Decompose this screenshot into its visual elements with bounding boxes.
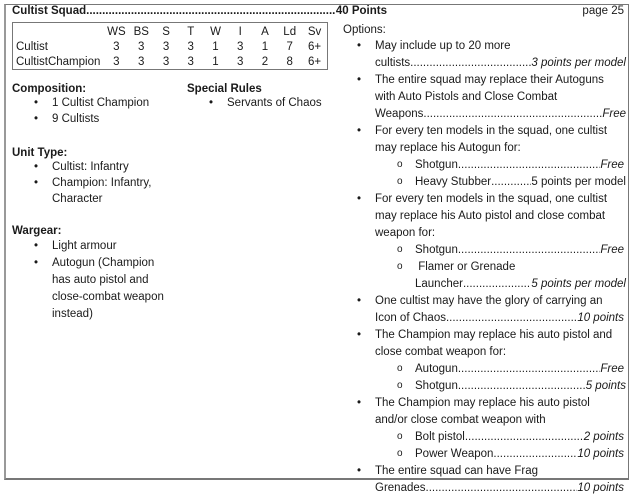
stats-header-cell: T	[187, 25, 195, 38]
stats-cell: 2	[261, 55, 269, 68]
stats-cell: 3	[187, 55, 194, 68]
stats-header-cell: Ld	[283, 25, 297, 38]
stats-header-row	[16, 24, 327, 39]
stats-cell: CultistChampion	[16, 55, 101, 68]
sub-option-item	[343, 174, 626, 191]
dot-leader	[458, 157, 600, 174]
option-cost: Free	[600, 363, 624, 375]
option-text: • The Champion may replace his auto pistol and	[375, 329, 613, 341]
option-item	[343, 123, 626, 157]
option-text: may replace his Auto pistol and close combat	[375, 210, 606, 222]
wargear-section	[12, 225, 192, 323]
stats-cell: 8	[286, 55, 293, 68]
unit-type-item	[12, 175, 182, 207]
unit-title-line	[12, 5, 387, 17]
option-text: • For every ten models in the squad, one cultist	[375, 125, 608, 137]
sub-option-item	[343, 378, 626, 395]
composition-item: • 1 Cultist Champion	[12, 95, 182, 111]
option-text: • May include up to 20 more	[375, 40, 511, 52]
stats-cell: 3	[237, 55, 244, 68]
option-item	[343, 72, 626, 123]
stats-cell: 3	[138, 55, 145, 68]
option-text: close combat weapon for:	[375, 346, 507, 358]
stats-header-cell: WS	[107, 25, 126, 38]
option-text: weapon for:	[375, 227, 436, 239]
option-item	[343, 38, 626, 72]
option-cost: 10 points	[577, 482, 624, 494]
option-cost: Free	[600, 159, 624, 171]
option-item	[343, 327, 626, 361]
option-text: • The entire squad can have Frag	[375, 465, 539, 477]
sub-option-item	[343, 429, 626, 446]
unit-type-heading: Unit Type:	[12, 147, 68, 159]
option-label: o Shotgun	[415, 244, 458, 256]
stats-cell: 6+	[307, 55, 322, 68]
option-label: o Power Weapon	[415, 448, 494, 460]
stats-table	[16, 24, 327, 69]
option-cost: 2 points	[583, 431, 624, 443]
unit-type-item-text: Champion: Infantry,	[52, 177, 152, 189]
dot-leader	[458, 242, 600, 259]
stats-header-cell: I	[238, 25, 242, 38]
stats-cell: 1	[212, 40, 219, 53]
sub-option-item	[343, 446, 626, 463]
dot-leader	[463, 276, 531, 293]
wargear-item-text: Autogun (Champion	[52, 257, 155, 269]
wargear-item-text: instead)	[52, 308, 93, 320]
stats-cell: 1	[212, 55, 219, 68]
dot-leader	[86, 5, 336, 17]
option-label: o Bolt pistol	[415, 431, 465, 443]
option-item	[343, 395, 626, 429]
dot-leader	[465, 429, 584, 446]
wargear-heading: Wargear:	[12, 225, 62, 237]
option-cost-row	[375, 55, 626, 72]
options-heading: Options:	[343, 24, 386, 36]
sub-option-item	[343, 242, 626, 259]
option-label: Icon of Chaos	[375, 312, 446, 324]
stats-header-cell: W	[210, 25, 221, 38]
option-label: cultists	[375, 57, 411, 69]
option-text: and/or close combat weapon with	[375, 414, 546, 426]
wargear-item: • Light armour	[12, 238, 192, 255]
option-cost: 5 points per model	[531, 278, 626, 290]
special-rule-item: • Servants of Chaos	[187, 95, 347, 111]
dot-leader	[458, 361, 600, 378]
option-label: o Heavy Stubber	[415, 176, 492, 188]
stats-cell: 3	[162, 55, 170, 68]
stats-cell: 1	[261, 40, 269, 53]
stats-cell: 7	[286, 40, 293, 53]
sub-option-item	[343, 259, 626, 293]
options-section	[343, 22, 626, 497]
dot-leader	[446, 310, 577, 327]
stats-table-box	[12, 22, 328, 70]
dot-leader	[426, 480, 578, 497]
page-number: page 25	[582, 5, 624, 17]
option-item	[343, 463, 626, 497]
stats-cell: 3	[237, 40, 244, 53]
option-cost: 5 points per model	[531, 176, 626, 188]
composition-item: • 9 Cultists	[12, 111, 182, 127]
dot-leader	[423, 106, 602, 123]
stats-cell: 3	[113, 55, 120, 68]
option-label: o Autogun	[415, 363, 458, 375]
option-text: • The Champion may replace his auto pistol	[375, 397, 590, 409]
dot-leader	[458, 378, 586, 395]
dot-leader	[410, 55, 531, 72]
option-cost: Free	[600, 244, 624, 256]
stats-cell: 3	[138, 40, 145, 53]
option-text: with Auto Pistols and Close Combat	[375, 91, 558, 103]
option-label: Launcher	[415, 278, 463, 290]
option-item	[343, 191, 626, 242]
unit-type-item-text: Character	[52, 193, 103, 205]
option-cost: 3 points per model	[531, 57, 626, 69]
stats-cell: 6+	[307, 40, 322, 53]
option-cost: Free	[602, 108, 626, 120]
stats-header-cell: A	[261, 25, 269, 38]
stats-cell: 3	[187, 40, 194, 53]
dot-leader	[493, 446, 577, 463]
option-label: o Shotgun	[415, 380, 458, 392]
option-cost: 10 points	[577, 312, 624, 324]
unit-points: 40 Points	[335, 5, 387, 17]
option-text: • The entire squad may replace their Autoguns	[375, 74, 604, 86]
stats-row-cultist	[16, 39, 327, 54]
stats-header-cell	[16, 24, 104, 39]
stats-header-cell: Sv	[307, 25, 322, 38]
unit-type-item: • Cultist: Infantry	[12, 159, 182, 175]
option-label: Grenades	[375, 482, 426, 494]
option-label: Weapons	[375, 108, 424, 120]
option-cost: 10 points	[577, 448, 624, 460]
stats-row-champion	[16, 54, 327, 69]
stats-cell: Cultist	[16, 40, 48, 53]
composition-section	[12, 83, 182, 127]
composition-heading: Composition:	[12, 83, 87, 95]
stats-cell: 3	[113, 40, 120, 53]
option-label: o Shotgun	[415, 159, 458, 171]
wargear-item-text: close-combat weapon	[52, 291, 164, 303]
option-text: o Flamer or Grenade	[415, 261, 516, 273]
sub-option-item	[343, 157, 626, 174]
stats-header-cell: S	[162, 25, 170, 38]
option-item	[343, 293, 626, 327]
special-rules-heading: Special Rules	[187, 83, 262, 95]
wargear-item	[12, 255, 192, 323]
wargear-item-text: has auto pistol and	[52, 274, 149, 286]
option-cost-row	[375, 106, 626, 123]
unit-type-section	[12, 147, 182, 207]
stats-cell: 3	[162, 40, 170, 53]
option-text: • One cultist may have the glory of carrying an	[375, 295, 603, 307]
option-cost: 5 points	[585, 380, 626, 392]
option-text: may replace his Autogun for:	[375, 142, 521, 154]
dot-leader	[491, 174, 531, 191]
option-text: • For every ten models in the squad, one cultist	[375, 193, 608, 205]
stats-header-cell: BS	[133, 25, 149, 38]
sub-option-item	[343, 361, 626, 378]
unit-name: Cultist Squad	[12, 5, 87, 17]
special-rules-section	[187, 83, 347, 111]
